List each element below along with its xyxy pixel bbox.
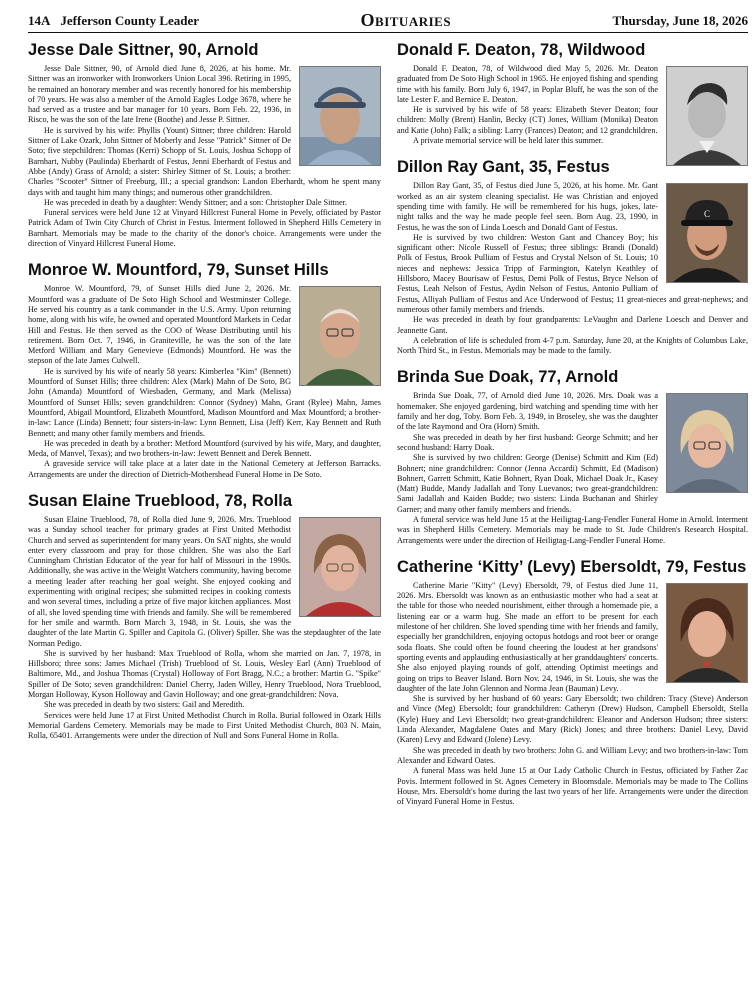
obituary-paragraph: He is survived by his wife of nearly 58 years: Kimberlea "Kim" (Bennett) Mountford of Sunset Hills; three children: Alex (Mark) Mahn of De Soto, BG John (Amanda) Mountford of Wiesbaden, Germany, and Mark (Melissa) Mountford of Sunset Hills; seven grandchildren: Connor (Sydney) Mahn, Grant (Rylee) Mahn, James Mountford, Abigail Mountford, Elizabeth Mountford, Madison Mountford and Max Mountford; a brother-in-law: Lance (Linda) Bennett; four sisters-in-law: Lynn Bennett, Lisa (Jeff) Kerr, Kay Bennett and Ruth Bennett; and many other family members and friends. (28, 366, 381, 438)
obituary-paragraph: A funeral service was held June 15 at the Heiligtag-Lang-Fendler Funeral Home in Arnold. Interment was in Shepherd Hills Cemetery. Memorials may be made to St. Jude Children's Research Hospital. Arrangements were under the direction of Heiligtag-Lang-Fendler Funeral Home. (397, 514, 748, 545)
obituary-heading: Catherine ‘Kitty’ (Levy) Ebersoldt, 79, Festus (397, 557, 747, 576)
obituary-paragraph: A graveside service will take place at a later date in the National Cemetery at Jefferson Barracks. Arrangements are under the direction of Dietrich-Mothershead Funeral Home in De Soto. (28, 459, 381, 479)
obituary-paragraph: Susan Elaine Trueblood, 78, of Rolla died June 9, 2026. Mrs. Trueblood was a Sunday school teacher for primary grades at First United Methodist Church and served as superintendent for many years. On SAT nights, she would enter every classroom and pray for those children. She was also the Earl Cunningham Christian Educator of the year for half of Missouri in the 1990s. Additionally, she was active in the Weight Watchers community, having become a meeting leader after reaching her goal weight. She enjoyed cooking and experimenting with original recipes; she submitted recipes in cooking contests and won several times, including a prize of five major kitchen appliances. Most of all, she loved spending time with friends and family. She will be remembered for her smile and warmth. Born March 3, 1948, in St. Louis, she was the daughter of the late Martin G. Spiller and Capitola G. (Oliver) Spiller. She was the stepdaughter of the late Norman Pedigo. (28, 514, 381, 648)
obituary-heading: Susan Elaine Trueblood, 78, Rolla (28, 491, 293, 510)
left-column (28, 41, 381, 819)
obituary-gant (397, 158, 748, 356)
obituary-trueblood (28, 492, 381, 742)
obituary-sittner (28, 41, 381, 249)
obituary-paragraph: A funeral Mass was held June 15 at Our Lady Catholic Church in Festus, officiated by Father Zac Povis. Interment followed in St. Agnes Cemetery in Bloomsdale. Memorials may be made to The Collins House, Mrs. Ebersoldt's home during the last two years of her life. Arrangements were under the direction of Vinyard Funeral Home in Festus. (397, 766, 748, 807)
obituary-paragraph: Monroe W. Mountford, 79, of Sunset Hills died June 2, 2026. Mr. Mountford was a graduate of De Soto High School and Westminster College. He served his country as a tank commander in the U.S. Army. Upon returning home, along with his wife, he owned and operated Mountford Markets in Cedar Hill and Festus. He then served as the COO of Wease Distributing until his retirement. Born Oct. 7, 1946, in Graniteville, he was the son of the late Metford William and Mary Genevieve (Edmonds) Mountford. He was the stepson of the late James Culwell. (28, 284, 291, 366)
section-title: Obituaries (360, 10, 452, 30)
obituary-paragraph: Catherine Marie "Kitty" (Levy) Ebersoldt, 79, of Festus died June 11, 2026. Mrs. Ebersoldt was known as an enthusiastic mother who had a seat at the table for those who needed nourishment, either through a homemade pie, a listening ear or a warm hug. She made an effort to be present for each milestone of her children. She loved spending time with her friends and family, especially her grandchildren, enjoying octopus hotdogs and root beer or orange soda floats. She could often be found cheering the loudest at her grandsons' sporting events and applauding enthusiastically at her granddaughters' concerts. She also enjoyed playing rounds of golf, attending Optimist meetings and going on trips to Beaver Island. Born Nov. 24, 1946, in St. Louis, she was the daughter of the late John Glennon and Norma Jean (Bauman) Levy. (397, 580, 658, 693)
obituary-heading: Jesse Dale Sittner, 90, Arnold (28, 41, 259, 59)
obituary-paragraph: A private memorial service will be held later this summer. (413, 136, 604, 146)
obituary-mountford (28, 261, 381, 480)
page-header (28, 6, 748, 33)
obituary-paragraph: She was preceded in death by two sisters: Gail and Meredith. (44, 700, 245, 710)
newspaper-name: Jefferson County Leader (60, 13, 200, 28)
portrait-photo (299, 517, 381, 617)
obituary-paragraph: Donald F. Deaton, 78, of Wildwood died May 5, 2026. Mr. Deaton graduated from De Soto High School in 1965. He enjoyed fishing and spending time with his family. Born July 6, 1947, in Poplar Bluff, he was the son of the late Lester F. and Bernice E. Deaton. (397, 64, 658, 104)
obituary-heading: Donald F. Deaton, 78, Wildwood (397, 41, 646, 59)
right-column (397, 41, 748, 819)
columns (28, 41, 748, 819)
obituary-paragraph: He is survived by his wife of 58 years: Elizabeth Stever Deaton; four children: Molly (Brent) Hanlin, Becky (CT) Jones, William (Monika) Deaton and Katie (John) Falk; a sibling: Larry (Frances) Deaton; and 12 grandchildren. (397, 105, 658, 135)
obituary-heading: Dillon Ray Gant, 35, Festus (397, 158, 610, 177)
svg-text:C: C (703, 209, 711, 220)
portrait-photo (666, 183, 748, 283)
portrait-photo (299, 286, 381, 386)
obituary-paragraph: Brinda Sue Doak, 77, of Arnold died June 10, 2026. Mrs. Doak was a homemaker. She enjoyed gardening, bird watching and spending time with her family and her dog, Toby. Born Feb. 3, 1949, in Broseley, she was the daughter of the late Raymond and Ora (Horn) Smith. (397, 391, 658, 432)
obituary-paragraph: She is survived by her husband: Max Trueblood of Rolla, whom she married on Jan. 7, 1978, in Hillsboro; three sons: James Michael (Trish) Trueblood of St. Louis, Wesley Earl (Ann) Trueblood of Baltimore, Md., and Joshua Thomas (Crystal) Holloway of Fort Bragg, N.C.; a brother: Martin G. "Spike" Spiller of De Soto; seven grandchildren: Daniel Cherry, Jaden Willey, Henry Trueblood, Nora Trueblood, Morgan Holloway, Kyson Holloway and Gavin Holloway; and one great-grandchildren: Nova. (28, 648, 381, 700)
obituary-paragraph: He was preceded in death by a daughter: Wendy Sittner; and a son: Christopher Dale Sittner. (44, 197, 347, 207)
header-left (28, 13, 199, 32)
portrait-photo (299, 66, 381, 166)
obituary-heading: Monroe W. Mountford, 79, Sunset Hills (28, 261, 329, 280)
portrait-photo (666, 393, 748, 493)
obituary-paragraph: She was preceded in death by two brothers: John G. and William Levy; and two brothers-in-law: Tom Alexander and Edward Oates. (397, 745, 748, 765)
issue-date: Thursday, June 18, 2026 (612, 13, 748, 28)
obituary-paragraph: Jesse Dale Sittner, 90, of Arnold died June 8, 2026, at his home. Mr. Sittner was an ironworker with Ironworkers Union Local 396. Retiring in 1995, he remained an honorary member and was recently honored for his membership of 70 years. He was also a member of the Arnold Eagles Lodge 3678, where he had served as a trustee and bar manager for 10 years. Born Feb. 22, 1936, in Risco, he was the son of the late Irene (Boothe) and Jesse P. Sittner. (28, 64, 291, 125)
page-number: 14A (28, 13, 51, 28)
obituary-paragraph: A celebration of life is scheduled from 4-7 p.m. Saturday, June 20, at the Knights of Columbus Lake, North Third St., in Festus. Memorials may be made to the family. (397, 335, 748, 356)
obituary-paragraph: He is survived by his wife: Phyllis (Yount) Sittner; three children: Harold Sittner of Lake Ozark, John Sittner of Moberly and Jesse "Patrick" Sittner of De Soto; five stepchildren: Thomas (Kerri) Schopp of St. Louis, Joshua Schopp of Barnhart, Nubby (Paulinda) Eberhardt of Festus, Jenni Eberhardt of Festus and Abbe (Andy) Grass of Arnold; a sister: Shirley Sittner of St. Louis; a brother: Charles "Scooter" Sittner of Freeburg, Ill.; a special grandson: Landon Eberhardt, whom he spent many days with and taught him many things; and numerous other grandchildren. (28, 125, 381, 197)
obituary-paragraph: Services were held June 17 at First United Methodist Church in Rolla. Burial followed in Ozark Hills Memorial Gardens Cemetery. Memorials may be made to First United Methodist Church, 803 N. Main, Rolla, 65401. Arrangements were under the direction of Null and Sons Funeral Home in Rolla. (28, 710, 381, 741)
obituary-ebersoldt (397, 558, 748, 808)
obituary-paragraph: Dillon Ray Gant, 35, of Festus died June 5, 2026, at his home. Mr. Gant worked as an air system cleaning specialist. He was Christian and enjoyed spending time with family. He will be remembered for his hugs, jokes, late-night talks and the way he made people feel seen. Born Aug. 23, 1990, in Festus, he was the son of Linda Loesch and Donald Gant of Festus. (397, 181, 658, 232)
obituary-doak (397, 368, 748, 545)
obituary-paragraph: She was preceded in death by her first husband: George Schmitt; and her second husband: Harry Doak. (397, 432, 658, 452)
obituary-paragraph: He is survived by two children: Weston Gant and Chancey Boy; his significant other: Nicole Russell of Festus; three siblings: Brandi (Donald) Polk of Festus, Brook Pulliam of Festus and Crystal Nelson of St. Louis; 10 nieces and nephews: Jessica Tripp of Farmington, Katelyn Keathley of Hillsboro, Macey Bourisaw of Festus, Demi Polk of Festus, Bryce Nelson of Festus, Leah Nelson of Festus, Aydin Nelson of Festus, Antonio Pulliam of Festus, Alliyah Pulliam of Festus and Ace Underwood of Festus; 11 great-nieces and great-nephews; and numerous other family members and friends. (397, 232, 748, 314)
obituary-paragraph: She is survived by two children: George (Denise) Schmitt and Kim (Ed) Bohnert; nine grandchildren: Connor (Jenna Accardi) Schmitt, Ed (Madison) Bohnert, Garrett Schmitt, Katie Bohnert, Ryan Doak, Michael Doak Jr., Kasey (Matt) Budde, Mandy Jadallah and Tony Luevanos; two great-grandchildren: Sami Jadallah and Kaiden Budde; two sisters: Linda Buchanan and Shirley Garner; and many other family members and friends. (397, 453, 658, 514)
obituary-paragraph: He was preceded in death by a brother: Metford Mountford (survived by his wife, Mary, and daughter, Meda, of Manvel, Texas); and two brothers-in-law: Jewett Bennett and Derek Bennett. (28, 438, 381, 459)
portrait-photo (666, 66, 748, 166)
obituary-paragraph: He was preceded in death by four grandparents: LeVaughn and Darlene Loesch and Denver and Jeannette Gant. (397, 315, 748, 335)
obituary-deaton (397, 41, 748, 146)
obituary-paragraph: She is survived by her husband of 60 years: Gary Ebersoldt; two children: Tracy (Steve) Anderson and Vince (Meg) Ebersoldt; four grandchildren: Catheryn (Drew) Hudson, Campbell Ebersoldt, Stella (Kyle) Huey and Levi Ebersoldt; two great-grandchildren: Eleanor and Anderson Hudson; three sisters: Linda Alexander, Magdalene Oates and Mary (Rick) Jones; and three brothers: Daniel Levy, David (Karen) Levy and Edward (Jolene) Levy. (397, 694, 748, 745)
portrait-photo (666, 583, 748, 683)
obituary-heading: Brinda Sue Doak, 77, Arnold (397, 368, 619, 387)
obituary-paragraph: Funeral services were held June 12 at Vinyard Hillcrest Funeral Home in Pevely, officiated by Pastor Patrick Adam of Twin City Church of Christ in Festus. Interment followed in Shepherd Hills Cemetery in Barnhart. Memorials may be made to the charity of the donor's choice. Arrangements were under the direction of Vinyard Hillcrest Funeral Home. (28, 208, 381, 249)
